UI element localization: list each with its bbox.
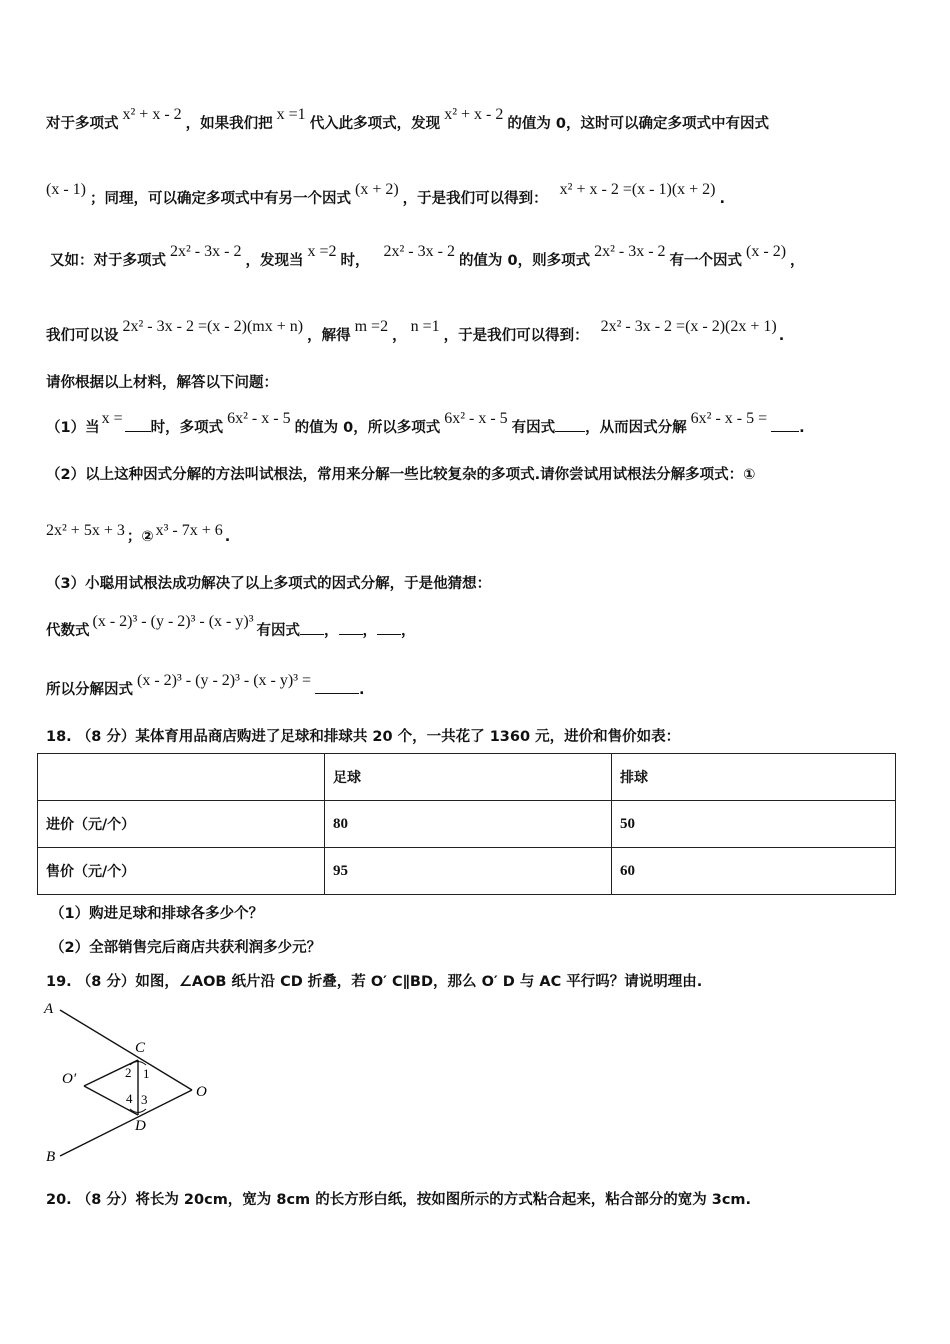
formula: 6x² - x - 5 <box>444 410 508 427</box>
formula: (x + 2) <box>354 181 399 198</box>
formula: 2x² - 3x - 2 <box>594 243 666 260</box>
answer-blank[interactable] <box>300 620 324 635</box>
folding-figure <box>40 998 230 1178</box>
price-table <box>37 753 896 895</box>
question-2-line-2 <box>46 522 231 546</box>
text: 有一个因式 <box>669 253 743 269</box>
text: 的值为 0，所以多项式 <box>294 420 441 436</box>
table-cell: 80 <box>325 801 612 848</box>
table-row <box>38 754 896 801</box>
text: 有因式 <box>511 420 556 436</box>
table-row <box>38 801 896 848</box>
table-header-cell: 足球 <box>325 754 612 801</box>
formula: x³ - 7x + 6 <box>155 522 223 539</box>
formula: (x - 2)³ - (y - 2)³ - (x - y)³ = <box>137 672 312 689</box>
text: ， <box>362 623 377 639</box>
angle-label-4: 4 <box>126 1091 133 1106</box>
formula: x =2 <box>307 243 337 260</box>
answer-blank[interactable] <box>377 620 401 635</box>
intro-line-3 <box>50 243 805 270</box>
text: . <box>359 682 365 698</box>
text: 有因式 <box>256 623 300 639</box>
label-D: D <box>135 1118 146 1134</box>
label-C: C <box>135 1040 146 1056</box>
text: ， <box>790 253 805 269</box>
answer-blank[interactable] <box>555 417 585 432</box>
formula: (x - 2)³ - (y - 2)³ - (x - y)³ <box>92 613 254 630</box>
text: 代数式 <box>46 623 90 639</box>
text: ，发现当 <box>245 253 304 269</box>
text: 我们可以设 <box>46 328 119 344</box>
formula: (x - 2) <box>746 243 787 260</box>
answer-blank[interactable] <box>125 417 151 432</box>
text: 时，多项式 <box>150 420 224 436</box>
table-cell: 95 <box>325 848 612 895</box>
question-3-line-2 <box>46 613 416 640</box>
problem-18-question-2: （2）全部销售完后商店共获利润多少元？ <box>50 940 322 956</box>
question-3-line-3 <box>46 672 365 699</box>
formula: x² + x - 2 =(x - 1)(x + 2) <box>559 181 716 198</box>
answer-blank[interactable] <box>315 679 359 694</box>
angle-label-1: 1 <box>143 1066 150 1081</box>
angle-label-3: 3 <box>141 1092 148 1107</box>
text: ，解得 <box>307 328 351 344</box>
table-header-cell <box>38 754 325 801</box>
text: . <box>719 191 726 207</box>
formula: x = <box>101 410 123 427</box>
question-1 <box>46 410 805 437</box>
problem-20-title: 20. （8 分）将长为 20cm，宽为 8cm 的长方形白纸，按如图所示的方式粘合起来，粘合部分的宽为 3cm. <box>46 1192 752 1208</box>
formula: x =1 <box>276 106 306 123</box>
table-row <box>38 848 896 895</box>
formula: x² + x - 2 <box>444 106 504 123</box>
formula: 6x² - x - 5 = <box>690 410 768 427</box>
text: 代入此多项式，发现 <box>309 116 441 132</box>
formula: 6x² - x - 5 <box>227 410 291 427</box>
problem-18-question-1: （1）购进足球和排球各多少个？ <box>50 906 264 922</box>
intro-line-2 <box>46 181 726 208</box>
question-2-line-1: （2）以上这种因式分解的方法叫试根法，常用来分解一些比较复杂的多项式.请你尝试用试根法分解多项式：① <box>46 467 756 483</box>
text: 又如：对于多项式 <box>50 253 166 269</box>
formula: (x - 1) <box>46 181 86 198</box>
text: ，于是我们可以得到： <box>443 328 589 344</box>
intro-line-5: 请你根据以上材料，解答以下问题： <box>46 375 278 391</box>
answer-blank[interactable] <box>771 417 799 432</box>
label-B: B <box>46 1149 56 1165</box>
text: ；同理，可以确定多项式中有另一个因式 <box>89 191 351 207</box>
text: 时， <box>340 253 370 269</box>
problem-19-title: 19. （8 分）如图，∠AOB 纸片沿 CD 折叠，若 O′ C∥BD，那么 O′ D 与 AC 平行吗？请说明理由. <box>46 974 703 990</box>
question-3-line-1: （3）小聪用试根法成功解决了以上多项式的因式分解，于是他猜想： <box>46 576 492 592</box>
text: 所以分解因式 <box>46 682 133 698</box>
text: ；② <box>126 529 154 545</box>
text: . <box>224 529 231 545</box>
text: 的值为 0，这时可以确定多项式中有因式 <box>507 116 769 132</box>
angle-label-2: 2 <box>125 1065 132 1080</box>
text: ，于是我们可以得到： <box>402 191 548 207</box>
formula: n =1 <box>410 318 440 335</box>
label-O: O <box>196 1084 207 1100</box>
problem-18-title: 18. （8 分）某体育用品商店购进了足球和排球共 20 个，一共花了 1360 元，进价和售价如表： <box>46 729 681 745</box>
table-cell: 售价（元/个） <box>38 848 325 895</box>
formula: 2x² - 3x - 2 <box>170 243 242 260</box>
formula: m =2 <box>354 318 389 335</box>
answer-blank[interactable] <box>339 620 363 635</box>
formula: 2x² - 3x - 2 =(x - 2)(2x + 1) <box>600 318 777 335</box>
text: ， <box>392 328 407 344</box>
formula: 2x² + 5x + 3 <box>46 522 125 539</box>
formula: 2x² - 3x - 2 =(x - 2)(mx + n) <box>122 318 304 335</box>
label-O-prime: O′ <box>62 1071 77 1087</box>
text: 对于多项式 <box>46 116 119 132</box>
label-A: A <box>44 1001 54 1017</box>
intro-line-4 <box>46 318 785 345</box>
formula: 2x² - 3x - 2 <box>383 243 455 260</box>
text: . <box>799 420 805 436</box>
table-cell: 60 <box>612 848 896 895</box>
table-cell: 50 <box>612 801 896 848</box>
table-header-cell: 排球 <box>612 754 896 801</box>
text: ，如果我们把 <box>185 116 273 132</box>
table-cell: 进价（元/个） <box>38 801 325 848</box>
intro-line-1 <box>46 106 769 133</box>
text: 的值为 0，则多项式 <box>458 253 591 269</box>
text: ，从而因式分解 <box>585 420 687 436</box>
text: ， <box>401 623 416 639</box>
text: ， <box>324 623 339 639</box>
text: （1）当 <box>46 420 100 436</box>
formula: x² + x - 2 <box>122 106 182 123</box>
text: . <box>778 328 785 344</box>
